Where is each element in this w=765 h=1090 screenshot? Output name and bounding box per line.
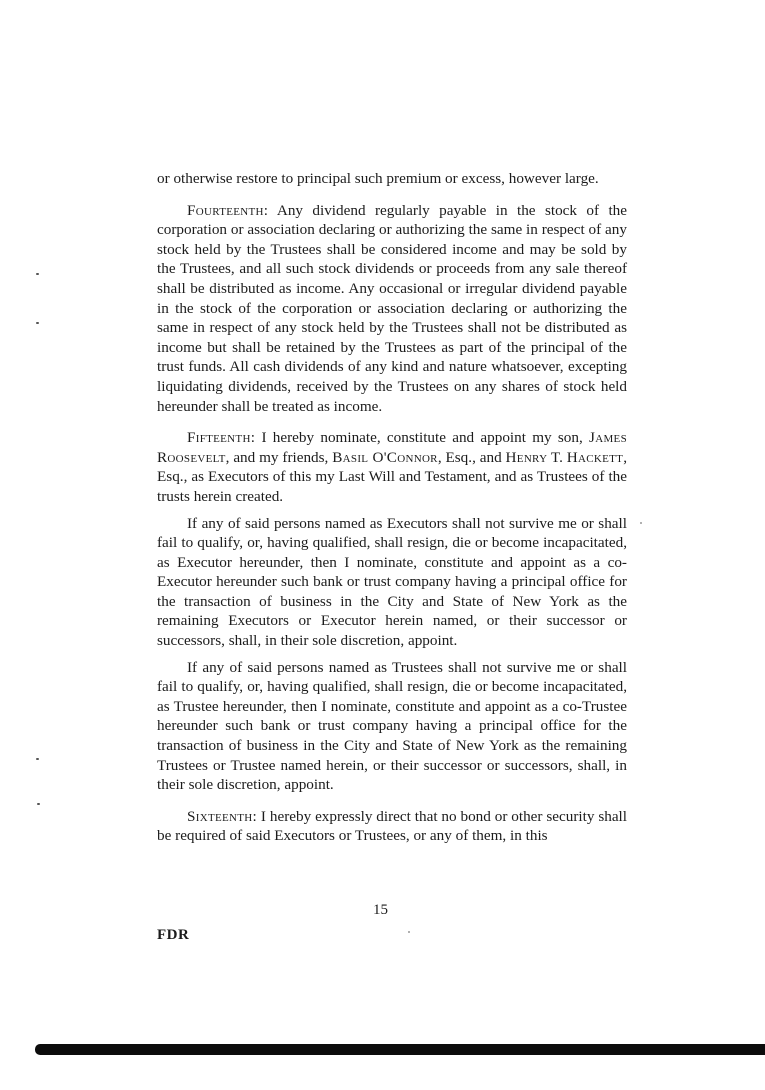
executor-name-henry: Henry bbox=[505, 448, 548, 466]
fifteenth-text-4: T. bbox=[547, 448, 567, 466]
bottom-rule bbox=[35, 1044, 765, 1055]
margin-speck bbox=[37, 803, 40, 805]
page-number: 15 bbox=[373, 902, 388, 918]
heading-fifteenth: Fifteenth: bbox=[187, 429, 256, 447]
paragraph-fourteenth bbox=[157, 201, 627, 417]
executor-name-hackett: Hackett bbox=[566, 448, 624, 466]
executor-name-oconnor: Basil O'Connor bbox=[332, 448, 438, 466]
margin-speck bbox=[36, 322, 39, 324]
margin-speck bbox=[36, 273, 39, 275]
fifteenth-text-5: , Esq., as Executors of this my Last Will and Testament, and as Trustees of the trusts herein created. bbox=[157, 448, 627, 505]
paragraph-trustees-succession: If any of said persons named as Trustees shall not survive me or shall fail to qualify, or, having qualified, shall resign, die or become incapacitated, as Trustee hereunder, then I nominate, constitute and appoint as a co-Trustee hereunder such bank or trust company having a principal office for the transaction of business in the City and State of New York as the remaining Trustees or Trustee named herein, or their successor or successors, shall, in their sole discretion, appoint. bbox=[157, 658, 627, 794]
initials: FDR bbox=[157, 927, 190, 943]
heading-sixteenth: Sixteenth: bbox=[187, 807, 258, 825]
executor-name-roosevelt: James Roosevelt bbox=[157, 429, 627, 466]
fifteenth-text-1: I hereby nominate, constitute and appoint my son, bbox=[255, 429, 590, 447]
paragraph-fourteenth-text: Any dividend regularly payable in the stock of the corporation or association declaring or authorizing the same in respect of any stock held by the Trustees shall be considered income and may be sold by the Trustees, and all such stock dividends or proceeds from any sale thereof shall be distributed as income. Any occasional or irregular dividend payable in the stock of the corporation or association declaring or authorizing the same in respect of any stock held by the Trustees shall not be distributed as income but shall be retained by the Trustees as part of the principal of the trust funds. All cash dividends of any kind and nature whatsoever, excepting liquidating dividends, received by the Trustees on any shares of stock held hereunder shall be treated as income. bbox=[157, 201, 627, 415]
opening-line: or otherwise restore to principal such premium or excess, however large. bbox=[157, 170, 599, 187]
scan-speck bbox=[640, 522, 642, 524]
body-text bbox=[157, 169, 627, 846]
fifteenth-text-2: , and my friends, bbox=[225, 448, 333, 466]
scan-speck bbox=[408, 931, 410, 933]
heading-fourteenth: Fourteenth: bbox=[187, 201, 269, 219]
paragraph-executors-succession: If any of said persons named as Executors shall not survive me or shall fail to qualify, or, having qualified, shall resign, die or become incapacitated, as Executor hereunder, then I nominate, constitute and appoint as a co-Executor hereunder such bank or trust company having a principal office for the transaction of business in the City and State of New York as the remaining Executors or Executor herein named, or their successor or successors, shall, in their sole discretion, appoint. bbox=[157, 514, 627, 650]
paragraph-fifteenth bbox=[157, 428, 627, 506]
paragraph-sixteenth-text: I hereby expressly direct that no bond or other security shall be required of said Executors or Trustees, or any of them, in this bbox=[157, 807, 627, 845]
margin-speck bbox=[36, 758, 39, 760]
fifteenth-text-3: , Esq., and bbox=[437, 448, 506, 466]
paragraph-sixteenth bbox=[157, 807, 627, 846]
